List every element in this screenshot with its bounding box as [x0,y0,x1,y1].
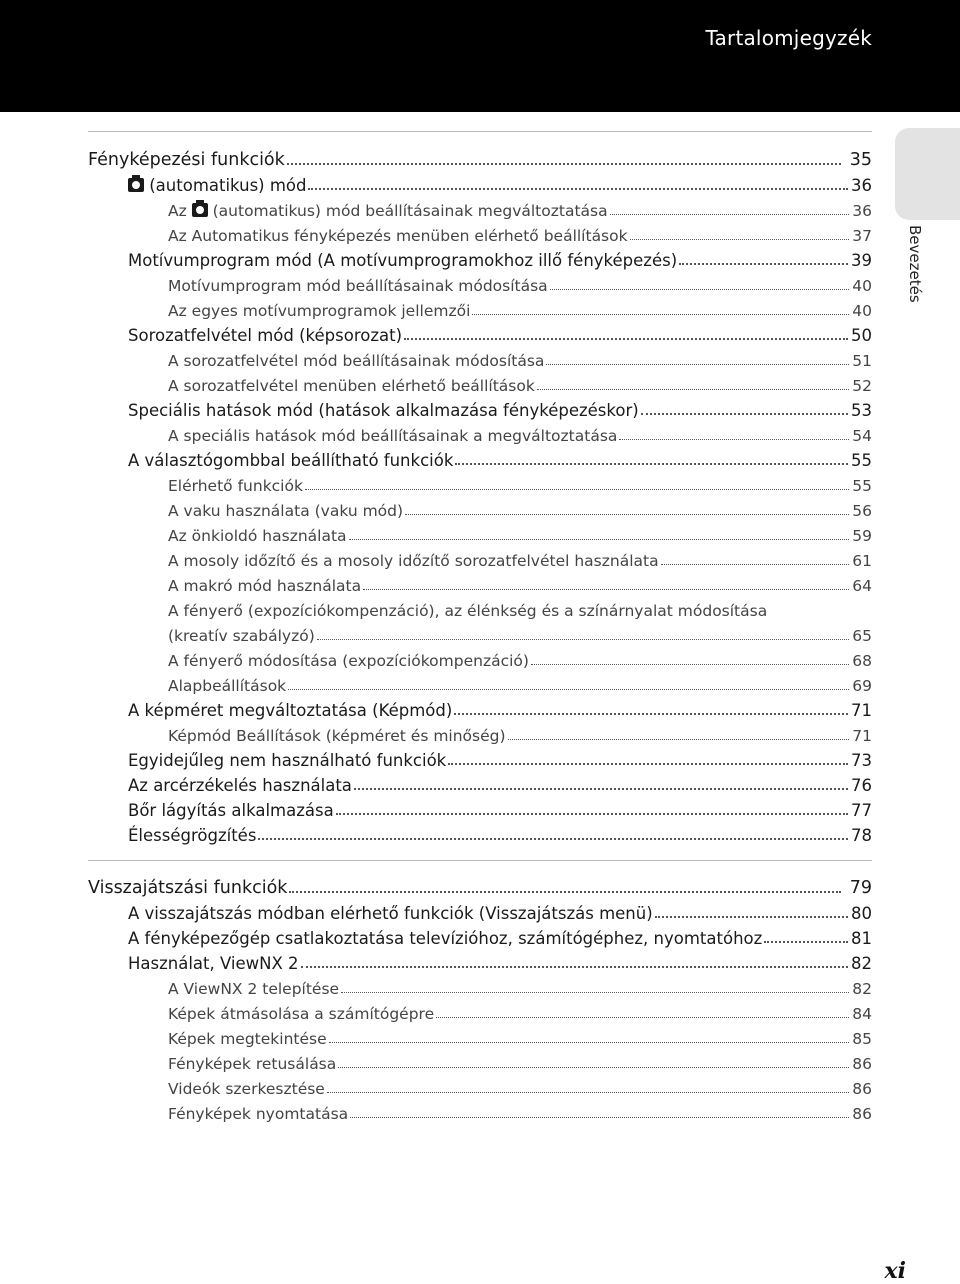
toc-entry[interactable] [88,1073,872,1098]
dot-leader [661,564,850,565]
dot-leader [341,992,849,993]
dot-leader [308,188,848,190]
toc-entry-page: 54 [852,427,872,445]
header-bar [0,0,960,112]
toc-entry-page: 86 [852,1080,872,1098]
toc-entry-page: 76 [851,776,872,795]
toc-entry-title [168,277,548,295]
toc-entry-title [168,302,470,320]
toc-entry[interactable] [88,295,872,320]
toc-entry-title [168,727,506,745]
toc-entry[interactable] [88,141,872,170]
toc-entry-title [128,401,639,420]
toc-entry-title [128,326,402,345]
dot-leader [454,713,848,715]
toc-entry-text: A képméret megváltoztatása (Képmód) [128,701,453,720]
chapter-tab[interactable] [895,128,960,220]
dot-leader [436,1017,849,1018]
toc-entry-text: A visszajátszás módban elérhető funkciók (Visszajátszás menü) [128,904,653,923]
dot-leader [764,941,848,943]
toc-entry-page: 78 [851,826,872,845]
toc-entry-text: Képmód Beállítások (képméret és minőség) [168,727,506,745]
toc-entry-page: 84 [852,1005,872,1023]
toc-entry-page: 37 [852,227,872,245]
toc-entry-page: 68 [852,652,872,670]
toc-entry-text: Az önkioldó használata [168,527,347,545]
toc-entry-text: Az egyes motívumprogramok jellemzői [168,302,471,320]
dot-leader [350,1117,849,1118]
dot-leader [329,1042,850,1043]
toc-entry-title [168,227,628,245]
dot-leader [289,891,840,893]
toc-entry-text: Fényképezési funkciók [88,150,285,170]
toc-entry-page: 82 [851,954,872,973]
toc-entry[interactable] [88,645,872,670]
toc-entry-title [168,377,535,395]
toc-entry-title [168,552,659,570]
toc-entry-title [128,701,452,720]
toc-entry-page: 50 [851,326,872,345]
toc-entry-page: 61 [852,552,872,570]
dot-leader [610,214,850,215]
toc-entry-page: 52 [852,377,872,395]
toc-entry-text: Élességrögzítés [128,826,257,845]
toc-entry-prefix: Az [168,202,187,220]
dot-leader [679,263,848,265]
dot-leader [619,439,849,440]
toc-entry[interactable] [88,345,872,370]
toc-entry-title [128,954,299,973]
toc-entry-text: Bőr lágyítás alkalmazása [128,801,334,820]
toc-entry-title [168,1105,348,1123]
toc-entry-text: Fényképek nyomtatása [168,1105,349,1123]
toc-entry[interactable] [88,1098,872,1123]
dot-leader [336,813,848,815]
toc-entry-title [128,251,677,270]
toc-entry-title [168,527,347,545]
toc-entry-page: 77 [851,801,872,820]
chapter-tab-label: Bevezetés [906,225,924,303]
toc-entry-page: 51 [852,352,872,370]
section-divider [88,131,872,132]
dot-leader [472,314,849,315]
toc-entry[interactable] [88,570,872,595]
toc-entry-title [128,451,453,470]
dot-leader [404,338,848,340]
toc-entry-title [128,801,334,820]
toc-entry[interactable] [88,1023,872,1048]
toc-entry[interactable] [88,545,872,570]
toc-entry[interactable] [88,220,872,245]
toc-entry[interactable] [88,620,872,645]
dot-leader [301,966,848,968]
toc-entry[interactable] [88,923,872,948]
toc-entry-title [168,652,529,670]
toc-entry-text: A speciális hatások mód beállításainak a megváltoztatása [168,427,618,445]
toc-entry[interactable] [88,270,872,295]
toc-entry-text: (kreatív szabályzó) [168,627,315,645]
toc-entry[interactable] [88,973,872,998]
toc-entry[interactable] [88,195,872,220]
toc-entry-title [168,477,303,495]
toc-entry-text: Elérhető funkciók [168,477,303,495]
toc-entry-page: 36 [851,176,872,195]
toc-entry-page: 73 [851,751,872,770]
toc-entry[interactable] [88,395,872,420]
toc-entry-title [168,502,403,520]
dot-leader [349,539,850,540]
toc-entry-text: Alapbeállítások [168,677,287,695]
dot-leader [258,838,848,840]
toc-entry-page: 59 [852,527,872,545]
toc-entry-page: 79 [849,878,872,898]
toc-entry-text: Használat, ViewNX 2 [128,954,299,973]
dot-leader [448,763,848,765]
toc-entry-page: 86 [852,1105,872,1123]
toc-entry-page: 81 [851,929,872,948]
dot-leader [455,463,848,465]
dot-leader [287,163,841,165]
toc-entry[interactable] [88,370,872,395]
toc-entry-page: 64 [852,577,872,595]
toc-entry[interactable] [88,245,872,270]
toc-entry[interactable] [88,670,872,695]
dot-leader [327,1092,849,1093]
toc-entry[interactable] [88,1048,872,1073]
dot-leader [354,788,848,790]
dot-leader [405,514,849,515]
toc-entry-title [168,980,339,998]
toc-entry-text: Motívumprogram mód (A motívumprogramokhoz illő fényképezés) [128,251,678,270]
toc-entry-title [128,826,256,845]
toc-entry[interactable] [88,320,872,345]
toc-entry-text: A fényerő módosítása (expozíciókompenzáció) [168,652,529,670]
toc-entry-text: A fényképezőgép csatlakoztatása televízióhoz, számítógéphez, nyomtatóhoz [128,929,763,948]
toc-entry-page: 40 [852,302,872,320]
toc-entry-page: 71 [851,701,872,720]
toc-entry-title [168,1055,336,1073]
toc-entry-title [168,627,315,645]
page-title: Tartalomjegyzék [705,26,872,50]
dot-leader [630,239,850,240]
toc-entry-page: 36 [852,202,872,220]
toc-entry[interactable] [88,720,872,745]
toc-entry-title [168,1005,434,1023]
toc-entry-title [88,150,285,170]
toc-entry-text: Képek megtekintése [168,1030,327,1048]
toc-entry-page: 39 [851,251,872,270]
section-divider [88,860,872,861]
toc-entry-text: (automatikus) mód beállításainak megváltoztatása [212,202,608,220]
dot-leader [531,664,849,665]
camera-auto-icon [192,203,208,217]
toc-entry[interactable] [88,520,872,545]
toc-entry-title [168,427,617,445]
toc-entry[interactable] [88,445,872,470]
toc-entry[interactable] [88,770,872,795]
toc-entry-page: 80 [851,904,872,923]
toc-entry-text: Motívumprogram mód beállításainak módosítása [168,277,548,295]
toc-entry[interactable] [88,495,872,520]
toc-entry[interactable] [88,420,872,445]
toc-entry[interactable] [88,998,872,1023]
dot-leader [641,413,848,415]
toc-entry-text: (automatikus) mód [149,176,307,195]
toc-entry[interactable] [88,869,872,898]
dot-leader [655,916,848,918]
toc-entry-page: 69 [852,677,872,695]
toc-entry-page: 55 [851,451,872,470]
toc-entry-text: Fényképek retusálása [168,1055,337,1073]
dot-leader [338,1067,849,1068]
toc-entry-page: 53 [851,401,872,420]
toc-entry-title [128,929,762,948]
toc-entry-page: 71 [852,727,872,745]
toc-entry-title [128,776,352,795]
toc-entry-text: A választógombbal beállítható funkciók [128,451,454,470]
toc-entry-page: 35 [849,150,872,170]
dot-leader [363,589,849,590]
toc-entry-text: Képek átmásolása a számítógépre [168,1005,435,1023]
toc-entry-text: A sorozatfelvétel menüben elérhető beállítások [168,377,535,395]
toc-entry-title [128,751,446,770]
dot-leader [305,489,849,490]
toc-section-playback [88,869,872,1123]
toc-entry[interactable] [88,948,872,973]
dot-leader [508,739,850,740]
toc-entry-title [168,577,361,595]
toc-entry-text: Egyidejűleg nem használható funkciók [128,751,447,770]
toc-entry[interactable] [88,898,872,923]
toc-entry-title [168,1080,325,1098]
toc-entry-page: 85 [852,1030,872,1048]
dot-leader [550,289,850,290]
toc-entry-text: Videók szerkesztése [168,1080,325,1098]
dot-leader [537,389,849,390]
toc-entry[interactable] [88,745,872,770]
toc-entry-text: Az arcérzékelés használata [128,776,352,795]
toc-entry-text: A makró mód használata [168,577,362,595]
toc-entry-text: Visszajátszási funkciók [88,878,288,898]
toc-entry[interactable] [88,170,872,195]
toc-entry-text: A ViewNX 2 telepítése [168,980,340,998]
toc-entry[interactable] [88,795,872,820]
toc-entry[interactable] [88,470,872,495]
toc-entry-page: 40 [852,277,872,295]
dot-leader [546,364,849,365]
toc-entry-title [128,176,306,195]
toc-entry-text: A mosoly időzítő és a mosoly időzítő sorozatfelvétel használata [168,552,659,570]
toc-entry-text: A sorozatfelvétel mód beállításainak módosítása [168,352,545,370]
toc-entry-title [168,677,286,695]
toc-entry-text: Az Automatikus fényképezés menüben elérhető beállítások [168,227,628,245]
toc-entry-text: Speciális hatások mód (hatások alkalmazása fényképezéskor) [128,401,639,420]
toc-entry[interactable] [88,820,872,845]
dot-leader [317,639,850,640]
page-number: xi [884,1258,906,1284]
toc-entry-text: Sorozatfelvétel mód (képsorozat) [128,326,403,345]
toc-entry-wrapline: A fényerő (expozíciókompenzáció), az élénkség és a színárnyalat módosítása [168,602,768,620]
toc-entry-title [168,1030,327,1048]
toc-entry-page: 55 [852,477,872,495]
toc-entry-title [128,904,653,923]
toc-entry-page: 65 [852,627,872,645]
toc-entry-title [88,878,287,898]
dot-leader [288,689,849,690]
toc-section-shooting [88,141,872,845]
toc-entry-text: A vaku használata (vaku mód) [168,502,404,520]
toc-entry-page: 82 [852,980,872,998]
toc-entry[interactable] [88,695,872,720]
toc-entry-page: 56 [852,502,872,520]
toc-entry-title [168,202,608,220]
toc-entry-page: 86 [852,1055,872,1073]
camera-auto-icon [128,178,144,192]
toc-entry-title [168,352,544,370]
